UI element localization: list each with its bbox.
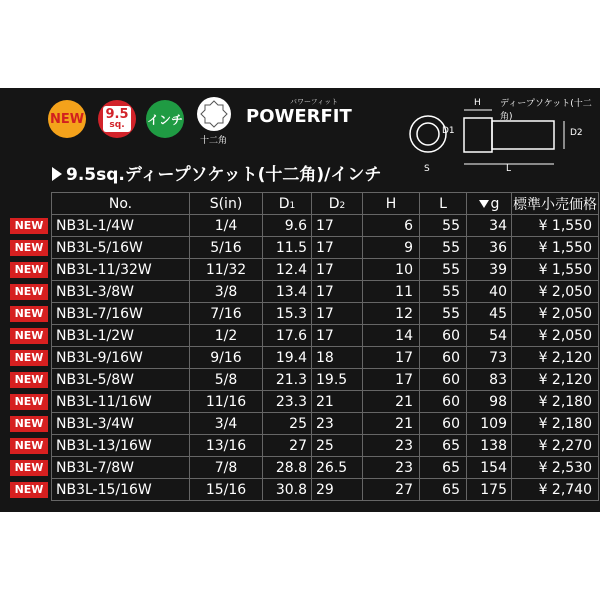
table-row <box>10 369 599 391</box>
cell-l: 65 <box>420 435 467 457</box>
cell-price: ¥ 2,120 <box>512 347 599 369</box>
new-tag: NEW <box>10 218 48 234</box>
table-row <box>10 413 599 435</box>
cell-price: ¥ 2,050 <box>512 303 599 325</box>
cell-d2: 17 <box>312 325 363 347</box>
cell-d1: 28.8 <box>263 457 312 479</box>
cell-h: 17 <box>363 369 420 391</box>
cell-h: 14 <box>363 325 420 347</box>
cell-h: 23 <box>363 457 420 479</box>
cell-h: 6 <box>363 215 420 237</box>
header-s: S(in) <box>190 193 263 215</box>
drive-size-unit: sq. <box>109 120 125 130</box>
cell-g: 83 <box>467 369 512 391</box>
new-tag-cell <box>10 457 52 479</box>
cell-no: NB3L-5/8W <box>52 369 190 391</box>
cell-l: 55 <box>420 215 467 237</box>
cell-d2: 23 <box>312 413 363 435</box>
cell-d2: 17 <box>312 215 363 237</box>
cell-price: ¥ 2,180 <box>512 413 599 435</box>
twelve-point-icon <box>196 96 232 132</box>
table-row <box>10 259 599 281</box>
page-title-text: 9.5sq.ディープソケット(十二角)/インチ <box>66 165 382 185</box>
spec-table <box>10 192 599 501</box>
new-tag-cell <box>10 303 52 325</box>
cell-d2: 25 <box>312 435 363 457</box>
cell-l: 65 <box>420 457 467 479</box>
cell-h: 10 <box>363 259 420 281</box>
cell-d1: 23.3 <box>263 391 312 413</box>
cell-g: 154 <box>467 457 512 479</box>
header-d1 <box>263 193 312 215</box>
cell-g: 45 <box>467 303 512 325</box>
cell-s: 5/16 <box>190 237 263 259</box>
header-spacer <box>10 193 52 215</box>
cell-d1: 15.3 <box>263 303 312 325</box>
cell-l: 60 <box>420 391 467 413</box>
new-badge-label: NEW <box>49 111 85 127</box>
cell-d1: 11.5 <box>263 237 312 259</box>
cell-s: 5/8 <box>190 369 263 391</box>
cell-no: NB3L-1/2W <box>52 325 190 347</box>
table-row <box>10 347 599 369</box>
cell-l: 65 <box>420 479 467 501</box>
cell-d1: 27 <box>263 435 312 457</box>
table-header-row <box>10 193 599 215</box>
diagram-label-s: S <box>424 164 430 174</box>
new-tag: NEW <box>10 394 48 410</box>
cell-s: 1/4 <box>190 215 263 237</box>
cell-no: NB3L-7/16W <box>52 303 190 325</box>
cell-s: 7/16 <box>190 303 263 325</box>
new-tag: NEW <box>10 328 48 344</box>
header-d2 <box>312 193 363 215</box>
cell-d2: 17 <box>312 259 363 281</box>
twelve-point-shape <box>196 96 232 132</box>
new-tag-cell <box>10 391 52 413</box>
cell-d1: 13.4 <box>263 281 312 303</box>
diagram-label-d2: D2 <box>570 128 583 138</box>
new-tag: NEW <box>10 482 48 498</box>
cell-g: 34 <box>467 215 512 237</box>
drive-size-badge <box>98 100 136 138</box>
cell-price: ¥ 1,550 <box>512 215 599 237</box>
cell-h: 21 <box>363 413 420 435</box>
cell-g: 138 <box>467 435 512 457</box>
header-g <box>467 193 512 215</box>
header-d1-sub: 1 <box>289 200 296 211</box>
new-tag-cell <box>10 215 52 237</box>
title-arrow-icon <box>52 167 62 181</box>
cell-d2: 19.5 <box>312 369 363 391</box>
cell-d1: 12.4 <box>263 259 312 281</box>
cell-price: ¥ 2,050 <box>512 281 599 303</box>
cell-price: ¥ 2,180 <box>512 391 599 413</box>
cell-g: 175 <box>467 479 512 501</box>
cell-l: 60 <box>420 325 467 347</box>
cell-s: 1/2 <box>190 325 263 347</box>
new-tag: NEW <box>10 416 48 432</box>
cell-s: 7/8 <box>190 457 263 479</box>
socket-diagram <box>400 96 600 176</box>
table-row <box>10 281 599 303</box>
new-tag-cell <box>10 413 52 435</box>
cell-s: 3/8 <box>190 281 263 303</box>
cell-price: ¥ 2,740 <box>512 479 599 501</box>
table-row <box>10 237 599 259</box>
cell-no: NB3L-1/4W <box>52 215 190 237</box>
table-row <box>10 215 599 237</box>
cell-d2: 18 <box>312 347 363 369</box>
cell-d2: 21 <box>312 391 363 413</box>
cell-l: 55 <box>420 259 467 281</box>
page-title <box>52 160 381 185</box>
header-d2-sub: 2 <box>339 200 346 211</box>
cell-g: 54 <box>467 325 512 347</box>
cell-g: 39 <box>467 259 512 281</box>
new-tag-cell <box>10 479 52 501</box>
cell-no: NB3L-7/8W <box>52 457 190 479</box>
new-tag-cell <box>10 259 52 281</box>
cell-h: 27 <box>363 479 420 501</box>
table-row <box>10 457 599 479</box>
cell-g: 36 <box>467 237 512 259</box>
table-row <box>10 325 599 347</box>
header-l: L <box>420 193 467 215</box>
twelve-point-label: 十二角 <box>200 136 228 146</box>
new-tag-cell <box>10 435 52 457</box>
new-tag-cell <box>10 325 52 347</box>
header-price: 標準小売価格 <box>512 193 599 215</box>
cell-d2: 26.5 <box>312 457 363 479</box>
cell-no: NB3L-3/8W <box>52 281 190 303</box>
cell-s: 13/16 <box>190 435 263 457</box>
new-tag-cell <box>10 237 52 259</box>
new-badge <box>48 100 86 138</box>
cell-d1: 19.4 <box>263 347 312 369</box>
diagram-label-h: H <box>474 98 481 108</box>
header-d1-text: D <box>278 195 290 212</box>
cell-d2: 17 <box>312 237 363 259</box>
cell-s: 3/4 <box>190 413 263 435</box>
cell-no: NB3L-9/16W <box>52 347 190 369</box>
new-tag-cell <box>10 347 52 369</box>
cell-d1: 30.8 <box>263 479 312 501</box>
drive-size-number: 9.5 <box>105 107 129 122</box>
cell-l: 55 <box>420 281 467 303</box>
cell-s: 15/16 <box>190 479 263 501</box>
cell-no: NB3L-11/32W <box>52 259 190 281</box>
new-tag: NEW <box>10 350 48 366</box>
new-tag: NEW <box>10 284 48 300</box>
header-h: H <box>363 193 420 215</box>
diagram-caption: ディープソケット(十二角) <box>500 99 592 122</box>
table-row <box>10 391 599 413</box>
brand-subtitle: パワーフィット <box>290 98 339 106</box>
new-tag: NEW <box>10 438 48 454</box>
cell-l: 55 <box>420 303 467 325</box>
table-row <box>10 303 599 325</box>
cell-price: ¥ 1,550 <box>512 259 599 281</box>
cell-s: 11/16 <box>190 391 263 413</box>
new-tag-cell <box>10 369 52 391</box>
drive-size-inner <box>103 106 131 132</box>
cell-price: ¥ 2,120 <box>512 369 599 391</box>
new-tag: NEW <box>10 262 48 278</box>
cell-s: 9/16 <box>190 347 263 369</box>
cell-no: NB3L-15/16W <box>52 479 190 501</box>
cell-d1: 17.6 <box>263 325 312 347</box>
new-tag-cell <box>10 281 52 303</box>
cell-price: ¥ 2,050 <box>512 325 599 347</box>
cell-h: 21 <box>363 391 420 413</box>
cell-d1: 25 <box>263 413 312 435</box>
new-tag: NEW <box>10 460 48 476</box>
inch-badge-label: インチ <box>146 112 183 127</box>
cell-h: 12 <box>363 303 420 325</box>
table-row <box>10 479 599 501</box>
cell-h: 17 <box>363 347 420 369</box>
weight-triangle-icon <box>479 200 489 208</box>
cell-g: 109 <box>467 413 512 435</box>
cell-s: 11/32 <box>190 259 263 281</box>
header-no: No. <box>52 193 190 215</box>
cell-price: ¥ 1,550 <box>512 237 599 259</box>
cell-h: 11 <box>363 281 420 303</box>
header-g-text: g <box>490 195 500 212</box>
cell-l: 60 <box>420 347 467 369</box>
cell-no: NB3L-5/16W <box>52 237 190 259</box>
cell-d2: 17 <box>312 281 363 303</box>
new-tag: NEW <box>10 306 48 322</box>
cell-d2: 29 <box>312 479 363 501</box>
cell-d2: 17 <box>312 303 363 325</box>
header-d2-text: D <box>328 195 340 212</box>
cell-l: 60 <box>420 369 467 391</box>
new-tag: NEW <box>10 372 48 388</box>
brand-logo: POWERFIT <box>246 106 352 127</box>
cell-price: ¥ 2,530 <box>512 457 599 479</box>
cell-h: 9 <box>363 237 420 259</box>
cell-l: 60 <box>420 413 467 435</box>
inch-badge <box>146 100 184 138</box>
cell-d1: 9.6 <box>263 215 312 237</box>
cell-h: 23 <box>363 435 420 457</box>
cell-no: NB3L-13/16W <box>52 435 190 457</box>
table-row <box>10 435 599 457</box>
new-tag: NEW <box>10 240 48 256</box>
cell-no: NB3L-11/16W <box>52 391 190 413</box>
cell-l: 55 <box>420 237 467 259</box>
diagram-label-d1: D1 <box>442 126 455 136</box>
cell-g: 98 <box>467 391 512 413</box>
cell-price: ¥ 2,270 <box>512 435 599 457</box>
cell-g: 40 <box>467 281 512 303</box>
diagram-label-l: L <box>506 164 512 174</box>
cell-no: NB3L-3/4W <box>52 413 190 435</box>
cell-d1: 21.3 <box>263 369 312 391</box>
cell-g: 73 <box>467 347 512 369</box>
